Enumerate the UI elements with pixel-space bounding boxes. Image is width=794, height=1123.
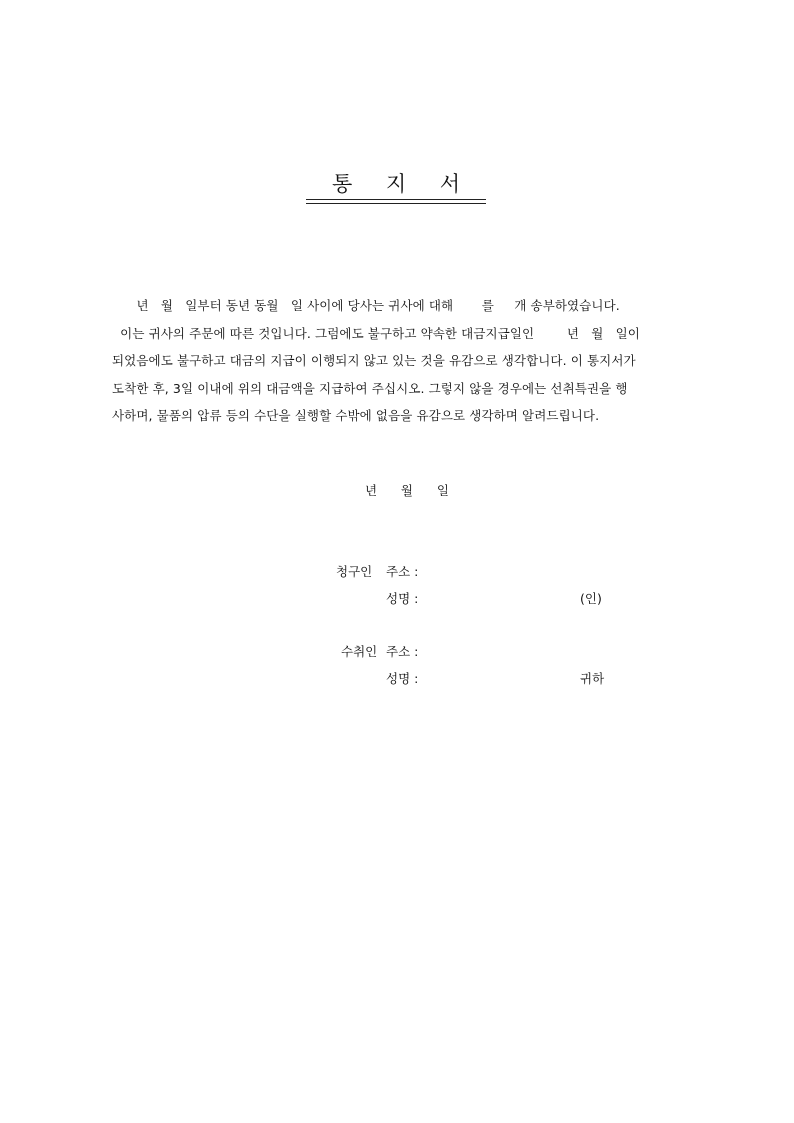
body-line-2: 이는 귀사의 주문에 따른 것입니다. 그럼에도 불구하고 약속한 대금지급일인 년 월 일이 xyxy=(112,325,640,341)
recipient-role: 수취인 xyxy=(341,644,378,659)
recipient-honorific: 귀하 xyxy=(580,671,605,686)
date-line: 년 월 일 xyxy=(365,483,449,498)
body-line-3: 되었음에도 불구하고 대금의 지급이 이행되지 않고 있는 것을 유감으로 생각합니다. 이 통지서가 xyxy=(112,353,636,368)
title-char-2: 지 xyxy=(385,172,407,196)
body-line-4: 도착한 후, 3일 이내에 위의 대금액을 지급하여 주십시오. 그렇지 않을 경우에는 선취특권을 행 xyxy=(112,380,628,396)
recipient-address-label: 주소 : xyxy=(386,644,419,659)
claimant-name-label: 성명 : xyxy=(386,591,419,606)
title-underline-top xyxy=(306,199,486,200)
notice-body xyxy=(112,292,690,430)
body-line-1: 년 월 일부터 동년 동월 일 사이에 당사는 귀사에 대해 를 개 송부하였습니다. xyxy=(112,298,620,313)
claimant-address-label: 주소 : xyxy=(386,564,419,579)
claimant-role: 청구인 xyxy=(336,564,373,579)
document-title xyxy=(306,168,486,198)
title-char-1: 통 xyxy=(332,172,353,196)
body-line-5: 사하며, 물품의 압류 등의 수단을 실행할 수밖에 없음을 유감으로 생각하며 알려드립니다. xyxy=(112,408,600,423)
recipient-name-label: 성명 : xyxy=(386,671,419,686)
title-underline-bottom xyxy=(306,203,486,204)
claimant-seal: (인) xyxy=(580,591,602,606)
title-char-3: 서 xyxy=(439,172,460,196)
